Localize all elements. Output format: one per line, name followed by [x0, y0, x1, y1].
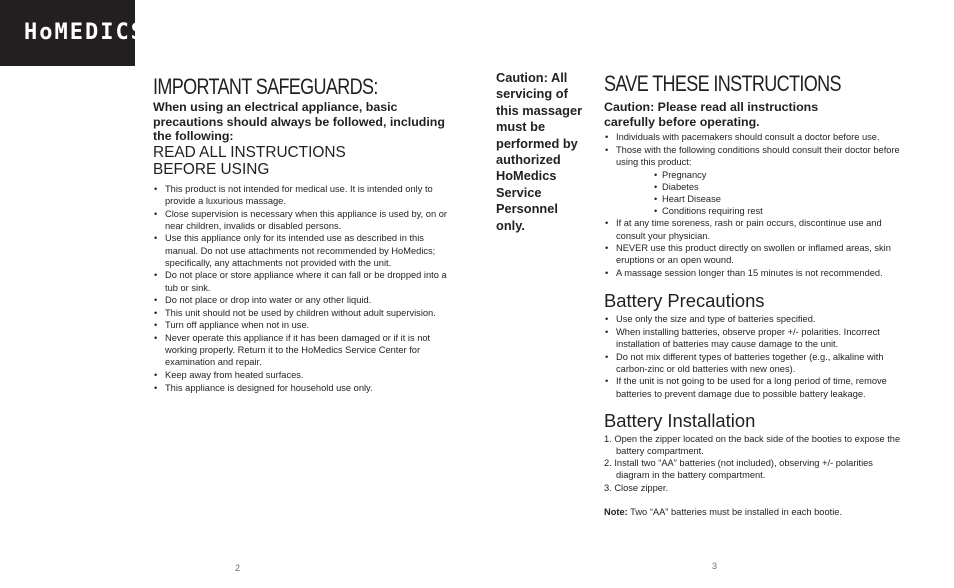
list-item: • Do not place or store appliance where it can fall or be dropped into a tub or sink. [153, 269, 455, 293]
safeguards-intro: When using an electrical appliance, basic precautions should always be followed, including the following: [153, 100, 445, 144]
list-item: • Turn off appliance when not in use. [153, 319, 455, 331]
condition-item: • Conditions requiring rest [654, 205, 904, 217]
list-item: • If the unit is not going to be used for a long period of time, remove batteries to prevent damage due to possible battery leakage. [604, 375, 904, 399]
list-item: • Use this appliance only for its intended use as described in this manual. Do not use attachments not recommended by HoMedics; specifically, any attachments not provided with the unit. [153, 232, 455, 269]
servicing-caution [496, 70, 588, 234]
list-item: • Keep away from heated surfaces. [153, 369, 455, 381]
condition-item: • Pregnancy [654, 169, 904, 181]
health-warnings-list [604, 131, 904, 168]
homedics-logo [0, 0, 146, 66]
list-item: • When installing batteries, observe proper +/- polarities. Incorrect installation of batteries may cause damage to the unit. [604, 326, 904, 350]
list-item: • This product is not intended for medical use. It is intended only to provide a luxurious massage. [153, 183, 455, 207]
step-item: 1. Open the zipper located on the back side of the booties to expose the battery compartment. [604, 433, 901, 456]
operating-caution [604, 100, 904, 129]
list-item: • This appliance is designed for household use only. [153, 382, 455, 394]
condition-item: • Diabetes [654, 181, 904, 193]
step-item: 3. Close zipper. [604, 482, 669, 493]
important-safeguards-title: IMPORTANT SAFEGUARDS: [153, 74, 378, 99]
list-item: • A massage session longer than 15 minutes is not recommended. [604, 267, 904, 279]
read-all-instructions [153, 144, 455, 178]
condition-item: • Heart Disease [654, 193, 904, 205]
important-safeguards-section [153, 74, 455, 394]
read-all-line2: BEFORE USING [153, 160, 270, 178]
battery-precautions-title: Battery Precautions [604, 290, 765, 312]
save-instructions-section [604, 71, 904, 518]
note-label: Note: [604, 506, 628, 517]
additional-warnings-list [604, 217, 904, 279]
list-item: • Use only the size and type of batteries specified. [604, 313, 904, 325]
page-number-right: 3 [712, 561, 718, 571]
list-item: • Do not place or drop into water or any other liquid. [153, 294, 455, 306]
step-item: 2. Install two “AA” batteries (not included), observing +/- polarities diagram in the battery compartment. [604, 458, 873, 481]
servicing-caution-text: Caution: All servicing of this massager must be performed by authorized HoMedics Service Personnel only. [496, 70, 583, 233]
list-item: • Never operate this appliance if it has been damaged or if it is not working properly. Return it to the HoMedics Service Center for examination and repair. [153, 332, 455, 369]
note-text: Two “AA” batteries must be installed in each bootie. [627, 506, 843, 517]
safeguards-list [153, 183, 455, 394]
logo-text: HoMEDICS [24, 20, 146, 45]
list-item: • NEVER use this product directly on swollen or inflamed areas, skin eruptions or an open wound. [604, 242, 904, 266]
save-instructions-title: SAVE THESE INSTRUCTIONS [604, 71, 841, 96]
conditions-list [654, 169, 904, 218]
operating-caution-line1: Caution: Please read all instructions [604, 100, 819, 114]
battery-installation-title: Battery Installation [604, 409, 756, 431]
battery-note [604, 506, 904, 518]
page-number-left: 2 [235, 563, 241, 573]
list-item: • Those with the following conditions should consult their doctor before using this product: [604, 144, 904, 168]
battery-installation-steps [604, 433, 904, 494]
list-item: • Do not mix different types of batteries together (e.g., alkaline with carbon-zinc or old batteries with new ones). [604, 351, 904, 375]
list-item: • If at any time soreness, rash or pain occurs, discontinue use and consult your physician. [604, 217, 904, 241]
list-item: • Close supervision is necessary when this appliance is used by, on or near children, invalids or disabled persons. [153, 208, 455, 232]
battery-precautions-list [604, 313, 904, 400]
operating-caution-line2: carefully before operating. [604, 114, 760, 129]
read-all-line1: READ ALL INSTRUCTIONS [153, 143, 346, 161]
list-item: • This unit should not be used by children without adult supervision. [153, 307, 455, 319]
list-item: • Individuals with pacemakers should consult a doctor before use. [604, 131, 904, 143]
